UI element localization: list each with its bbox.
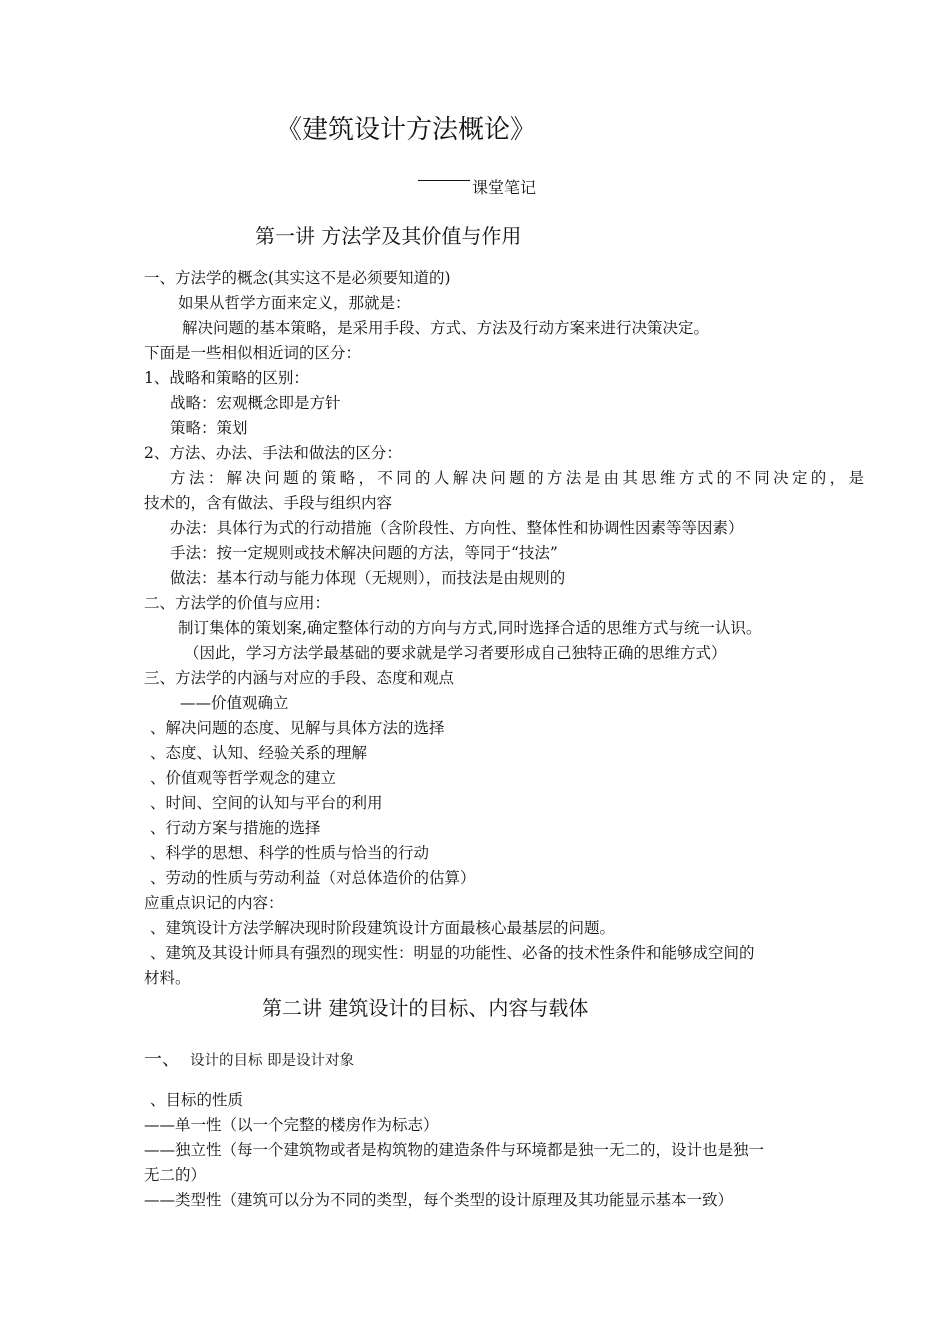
text-line: 战略：宏观概念即是方针 [170,394,341,412]
text-line: 、解决问题的态度、见解与具体方法的选择 [150,719,445,737]
text-line: 材料。 [144,969,191,987]
section-number: 一、 [144,1049,180,1070]
text-line: ——独立性（每一个建筑物或者是构筑物的建造条件与环境都是独一无二的，设计也是独一 [144,1141,765,1159]
text-line: ——类型性（建筑可以分为不同的类型，每个类型的设计原理及其功能显示基本一致） [144,1191,734,1209]
text-line: 办法：具体行为式的行动措施（含阶段性、方向性、整体性和协调性因素等等因素） [170,519,744,537]
text-line: 方法：解决问题的策略，不同的人解决问题的方法是由其思维方式的不同决定的，是 [170,469,864,487]
text-line: 无二的） [144,1166,207,1184]
text-line: ——价值观确立 [180,694,289,712]
text-line: 、建筑及其设计师具有强烈的现实性：明显的功能性、必备的技术性条件和能够成空间的 [150,944,755,962]
text-line: 、时间、空间的认知与平台的利用 [150,794,383,812]
text-line: 技术的，含有做法、手段与组织内容 [144,494,393,512]
text-line: 应重点识记的内容： [144,894,284,912]
lecture-1-heading: 第一讲 方法学及其价值与作用 [255,224,522,248]
text-line: 手法：按一定规则或技术解决问题的方法，等同于“技法” [170,544,558,562]
text-line: 1、战略和策略的区别： [144,369,309,387]
text-line: 三、方法学的内涵与对应的手段、态度和观点 [144,669,455,687]
document-title: 《建筑设计方法概论》 [276,115,537,145]
section-1-heading [144,1050,354,1071]
text-line: 、科学的思想、科学的性质与恰当的行动 [150,844,430,862]
text-line: 做法：基本行动与能力体现（无规则），而技法是由规则的 [170,569,566,587]
lecture-2-heading: 第二讲 建筑设计的目标、内容与载体 [262,996,589,1020]
text-line: 一、方法学的概念(其实这不是必须要知道的) [144,269,451,287]
text-line: 下面是一些相似相近词的区分： [144,344,362,362]
text-line: 、目标的性质 [150,1091,244,1109]
text-line: 策略：策划 [170,419,248,437]
text-line: 二、方法学的价值与应用： [144,594,331,612]
text-line: 、行动方案与措施的选择 [150,819,321,837]
text-line: 、建筑设计方法学解决现时阶段建筑设计方面最核心最基层的问题。 [150,919,616,937]
text-line: 制订集体的策划案,确定整体行动的方向与方式,同时选择合适的思维方式与统一认识。 [178,619,762,637]
subtitle-text: 课堂笔记 [472,178,537,197]
text-line: ——单一性（以一个完整的楼房作为标志） [144,1116,439,1134]
text-line: 、态度、认知、经验关系的理解 [150,744,368,762]
section-title: 设计的目标 即是设计对象 [190,1053,355,1069]
text-line: 解决问题的基本策略，是采用手段、方式、方法及行动方案来进行决策决定。 [182,319,710,337]
text-line: 、价值观等哲学观念的建立 [150,769,337,787]
subtitle-dash [418,180,470,181]
text-line: （因此，学习方法学最基础的要求就是学习者要形成自己独特正确的思维方式） [184,644,727,662]
text-line: 如果从哲学方面来定义，那就是： [178,294,411,312]
document-subtitle [418,176,536,200]
text-line: 、劳动的性质与劳动利益（对总体造价的估算） [150,869,476,887]
text-line: 2、方法、办法、手法和做法的区分： [144,444,402,462]
